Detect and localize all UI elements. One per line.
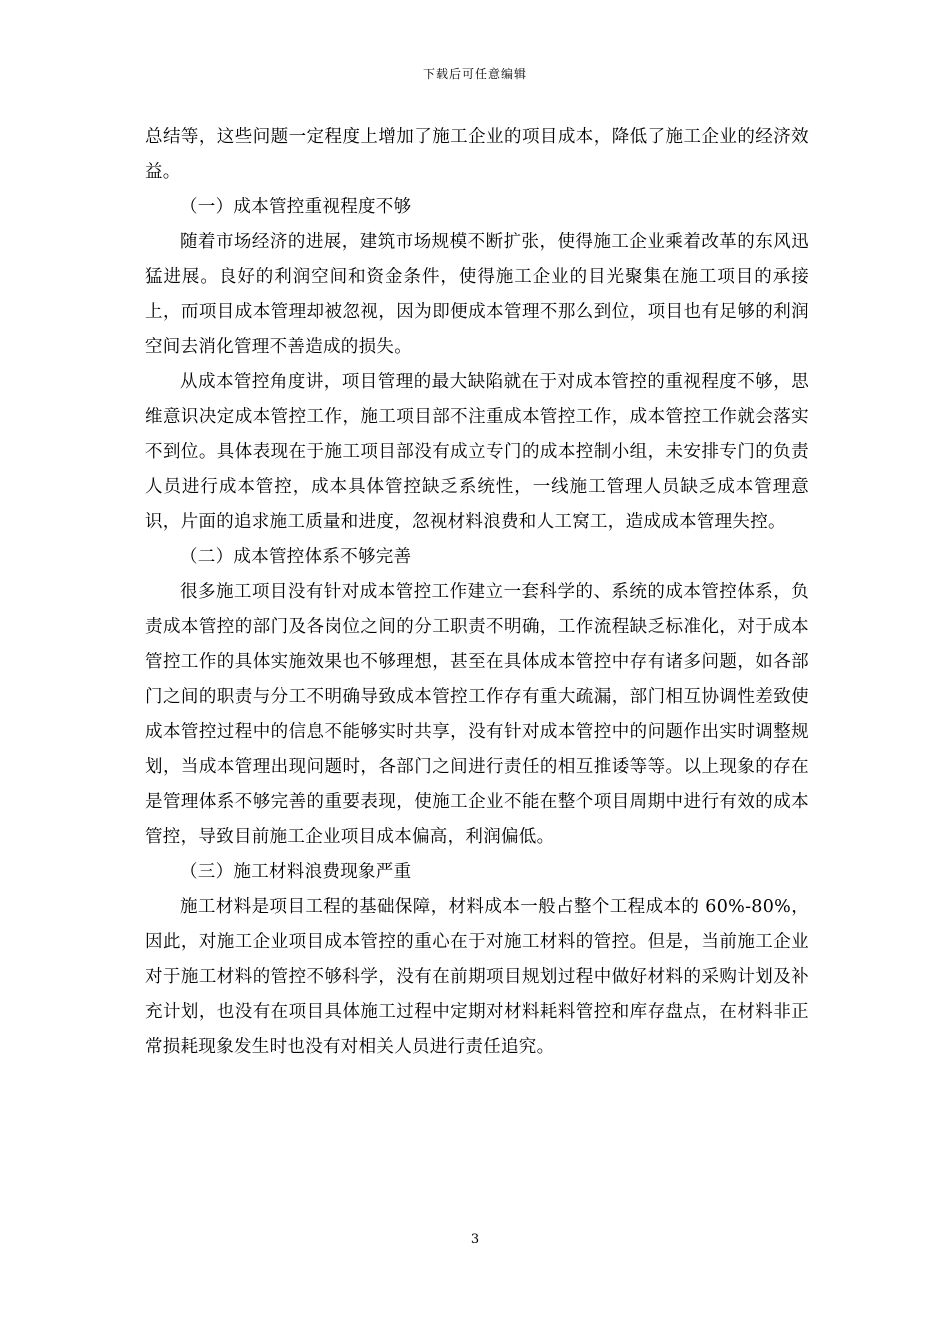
page-number: 3 [470,1232,480,1247]
page-header: 下载后可任意编辑 [422,67,527,81]
paragraph: 从成本管控角度讲，项目管理的最大缺陷就在于对成本管控的重视程度不够，思维意识决定成本管控工作，施工项目部不注重成本管控工作，成本管控工作就会落实不到位。具体表现在于施工项目部没有成立专门的成本控制小组，未安排专门的负责人员进行成本管控，成本具体管控缺乏系统性，一线施工管理人员缺乏成本管理意识，片面的追求施工质量和进度，忽视材料浪费和人工窝工，造成成本管理失控。 [145,372,809,532]
section-heading-1: （一）成本管控重视程度不够 [180,197,412,217]
paragraph: 施工材料是项目工程的基础保障，材料成本一般占整个工程成本的 60%-80%，因此，对施工企业项目成本管控的重心在于对施工材料的管控。但是，当前施工企业对于施工材料的管控不够科学，没有在前期项目规划过程中做好材料的采购计划及补充计划，也没有在项目具体施工过程中定期对材料耗料管控和库存盘点，在材料非正常损耗现象发生时也没有对相关人员进行责任追究。 [145,897,809,1057]
section-heading-3: （三）施工材料浪费现象严重 [180,862,412,882]
paragraph: 随着市场经济的进展，建筑市场规模不断扩张，使得施工企业乘着改革的东风迅猛进展。良好的利润空间和资金条件，使得施工企业的目光聚集在施工项目的承接上，而项目成本管理却被忽视，因为即便成本管理不那么到位，项目也有足够的利润空间去消化管理不善造成的损失。 [145,232,809,357]
section-heading-2: （二）成本管控体系不够完善 [180,547,412,567]
paragraph-intro-continuation: 总结等，这些问题一定程度上增加了施工企业的项目成本，降低了施工企业的经济效益。 [145,127,809,182]
paragraph: 很多施工项目没有针对成本管控工作建立一套科学的、系统的成本管控体系，负责成本管控的部门及各岗位之间的分工职责不明确，工作流程缺乏标准化，对于成本管控工作的具体实施效果也不够理想，甚至在具体成本管控中存有诸多问题，如各部门之间的职责与分工不明确导致成本管控工作存有重大疏漏，部门相互协调性差致使成本管控过程中的信息不能够实时共享，没有针对成本管控中的问题作出实时调整规划，当成本管理出现问题时，各部门之间进行责任的相互推诿等等。以上现象的存在是管理体系不够完善的重要表现，使施工企业不能在整个项目周期中进行有效的成本管控，导致目前施工企业项目成本偏高，利润偏低。 [145,582,809,847]
document-body [145,120,809,1065]
